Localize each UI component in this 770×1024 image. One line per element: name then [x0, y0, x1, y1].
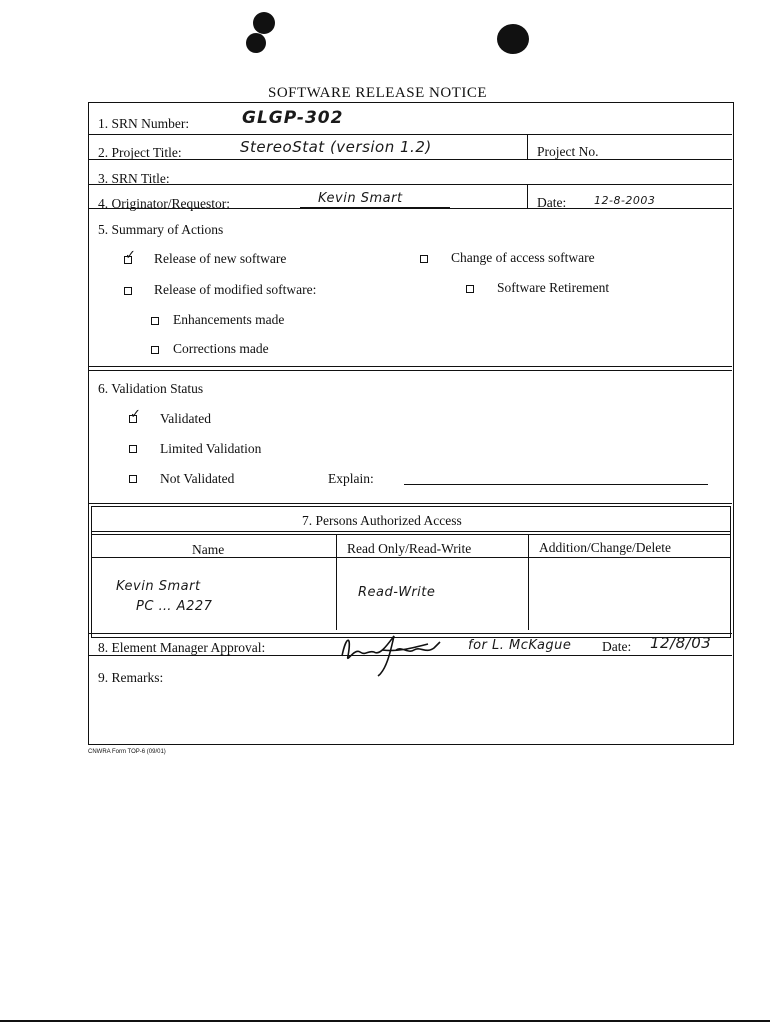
punch-hole-left-bottom [246, 33, 266, 53]
srn-title-label: 3. SRN Title: [98, 171, 170, 186]
originator-date-value[interactable]: 12-8-2003 [594, 194, 656, 207]
originator-label: 4. Originator/Requestor: [98, 196, 230, 211]
col-change-header: Addition/Change/Delete [539, 540, 671, 555]
punch-hole-left-top [253, 12, 275, 34]
not-validated-checkbox[interactable] [129, 475, 137, 483]
corrections-label: Corrections made [173, 341, 269, 356]
not-validated-label: Not Validated [160, 471, 235, 486]
explain-field[interactable] [404, 484, 708, 485]
date-divider [527, 184, 528, 208]
project-title-value[interactable]: StereoStat (version 1.2) [240, 138, 432, 156]
row-divider [89, 655, 732, 656]
originator-date-label: Date: [537, 195, 567, 210]
row-divider [91, 557, 731, 558]
validated-label: Validated [160, 411, 211, 426]
row-divider [89, 159, 732, 160]
new-software-checkbox[interactable] [124, 256, 132, 264]
persons-label: 7. Persons Authorized Access [302, 513, 462, 528]
new-software-label: Release of new software [154, 251, 287, 266]
row-divider [91, 534, 731, 535]
limited-validation-checkbox[interactable] [129, 445, 137, 453]
project-no-label: Project No. [537, 144, 599, 159]
col-divider [336, 534, 337, 630]
enhancements-label: Enhancements made [173, 312, 285, 327]
summary-label: 5. Summary of Actions [98, 222, 224, 237]
validation-label: 6. Validation Status [98, 381, 204, 396]
col-divider [528, 534, 529, 630]
row-divider [89, 134, 732, 135]
row-divider [91, 531, 731, 532]
section-divider [89, 370, 732, 371]
approval-label: 8. Element Manager Approval: [98, 640, 266, 655]
originator-value[interactable]: Kevin Smart [318, 191, 403, 206]
col-access-header: Read Only/Read-Write [347, 541, 472, 556]
modified-checkbox[interactable] [124, 287, 132, 295]
access-change-checkbox[interactable] [420, 255, 428, 263]
project-no-divider [527, 134, 528, 159]
explain-label: Explain: [328, 471, 374, 486]
person-name-line2[interactable]: PC … A227 [136, 599, 213, 614]
form-id: CNWRA Form TOP-6 (09/01) [88, 749, 166, 755]
limited-validation-label: Limited Validation [160, 441, 262, 456]
corrections-checkbox[interactable] [151, 346, 159, 354]
approval-signature-note: for L. McKague [468, 638, 572, 653]
section-divider [89, 503, 732, 504]
col-name-header: Name [192, 542, 225, 557]
enhancements-checkbox[interactable] [151, 317, 159, 325]
document-title: SOFTWARE RELEASE NOTICE [268, 85, 487, 101]
access-change-label: Change of access software [451, 250, 595, 265]
scan-edge [0, 1020, 770, 1022]
retirement-label: Software Retirement [497, 280, 610, 295]
validated-checkbox[interactable] [129, 415, 137, 423]
project-title-label: 2. Project Title: [98, 145, 182, 160]
approval-date-label: Date: [602, 639, 632, 654]
person-name-line1[interactable]: Kevin Smart [116, 579, 201, 594]
row-divider [89, 208, 732, 209]
section-divider [89, 366, 732, 367]
modified-label: Release of modified software: [154, 282, 317, 297]
person-access-value[interactable]: Read-Write [358, 585, 436, 600]
row-divider [89, 184, 732, 185]
remarks-label: 9. Remarks: [98, 670, 164, 685]
srn-number-value[interactable]: GLGP-302 [242, 108, 344, 128]
srn-number-label: 1. SRN Number: [98, 116, 190, 131]
punch-hole-right [497, 24, 529, 54]
retirement-checkbox[interactable] [466, 285, 474, 293]
approval-date-value[interactable]: 12/8/03 [650, 634, 712, 652]
